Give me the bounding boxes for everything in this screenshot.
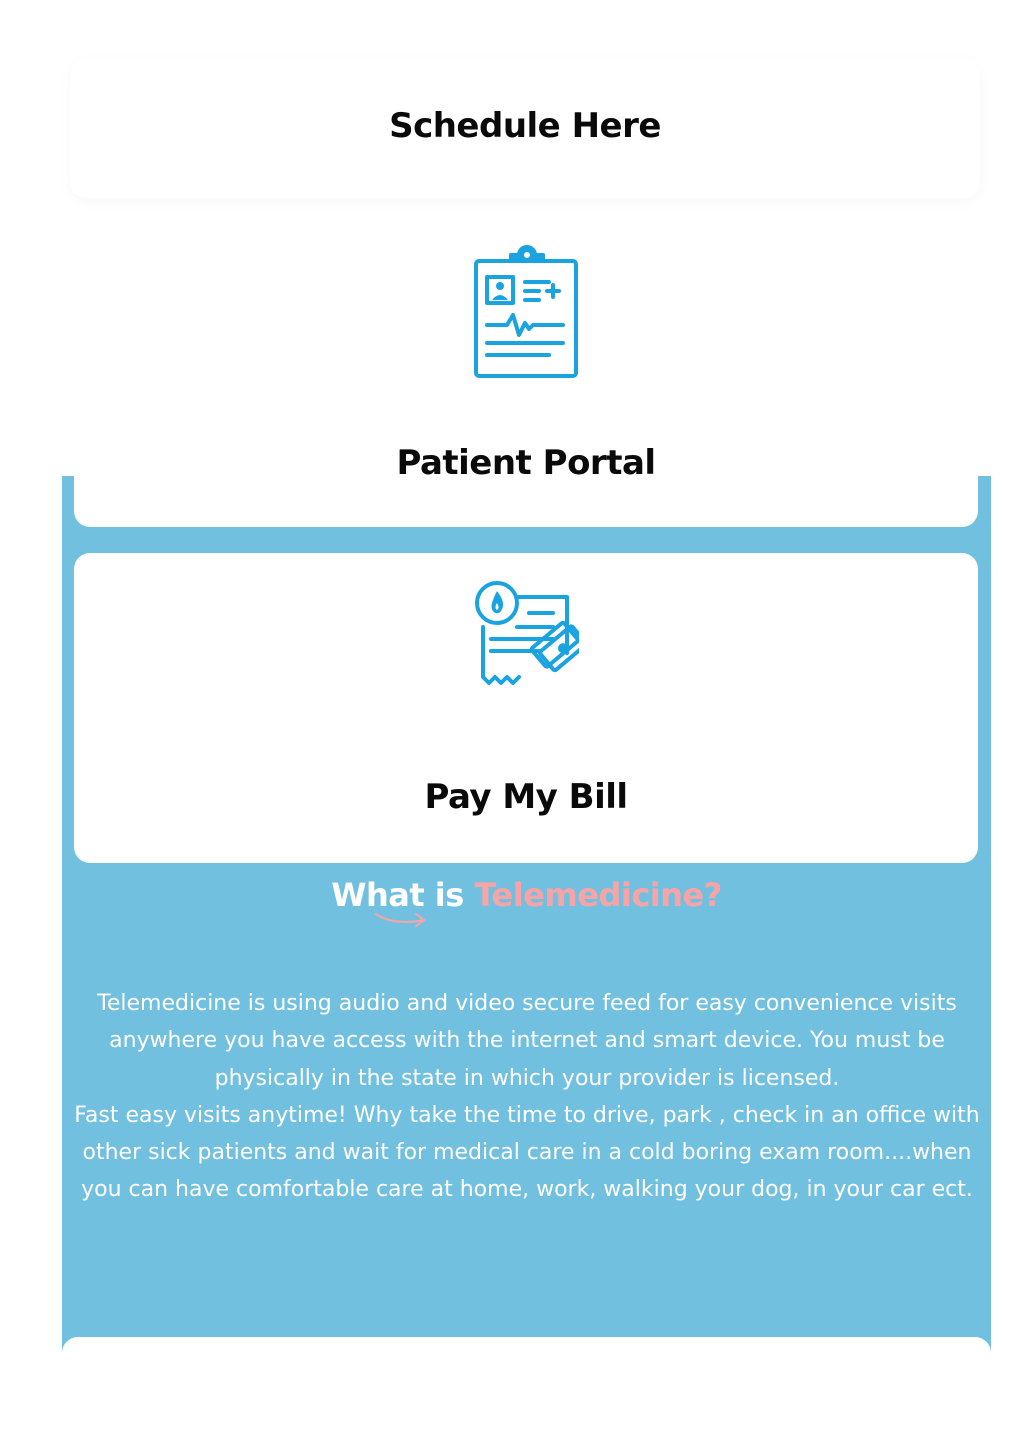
telemedicine-paragraph-1: Telemedicine is using audio and video secure feed for easy convenience visits anywhere you have access with the internet and smart device. You must be physically in the state in which your provider is licensed. — [97, 991, 957, 1091]
next-card — [62, 1337, 991, 1377]
telemedicine-heading — [62, 876, 991, 914]
pay-bill-card[interactable] — [74, 553, 978, 863]
patient-portal-title: Patient Portal — [396, 443, 656, 483]
patient-portal-card[interactable] — [74, 235, 978, 527]
telemedicine-description — [70, 985, 984, 1209]
telemedicine-paragraph-2: Fast easy visits anytime! Why take the time to drive, park , check in an office with other sick patients and wait for medical care in a cold boring exam room....when you can have comfortable care at home, work, walking your dog, in your car ect. — [74, 1102, 980, 1203]
heading-underline-swoosh-icon — [372, 900, 432, 932]
schedule-title: Schedule Here — [389, 106, 661, 146]
clipboard-medical-record-icon — [473, 245, 579, 379]
schedule-card[interactable] — [70, 58, 980, 198]
pay-bill-title: Pay My Bill — [424, 777, 628, 817]
heading-prefix: What is — [331, 876, 464, 914]
heading-highlight: Telemedicine? — [474, 876, 722, 914]
bill-payment-icon — [473, 581, 579, 699]
